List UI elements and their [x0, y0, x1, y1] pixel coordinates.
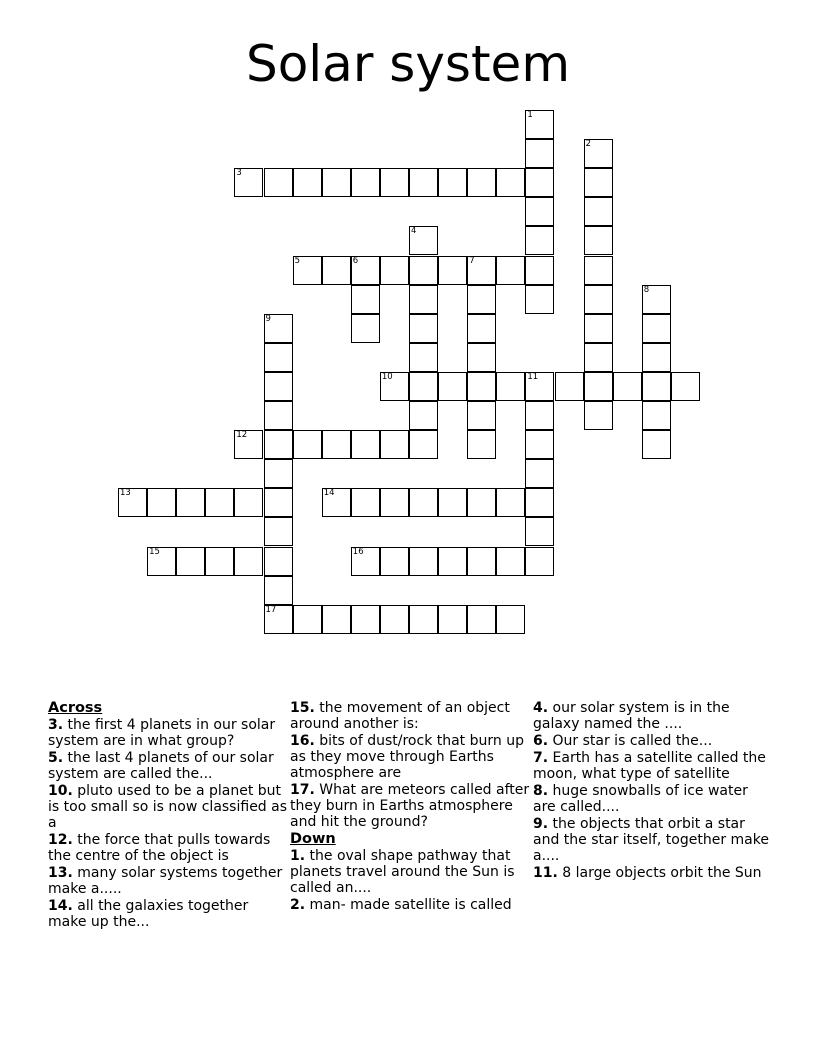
grid-cell[interactable]: [467, 343, 496, 372]
clue-number: 1.: [290, 848, 306, 864]
clue-number: 12.: [48, 832, 73, 848]
grid-cell-6[interactable]: [351, 256, 380, 285]
across-clue: [290, 733, 530, 781]
across-clue: [48, 832, 288, 864]
grid-cell[interactable]: [264, 168, 293, 197]
grid-cell[interactable]: [264, 459, 293, 488]
clue-text: the objects that orbit a star and the star itself, together make a....: [533, 816, 769, 864]
grid-cell-2[interactable]: [584, 139, 613, 168]
cell-number: 16: [352, 546, 364, 557]
grid-cell-4[interactable]: [409, 226, 438, 255]
grid-cell-15[interactable]: [147, 547, 176, 576]
grid-cell-13[interactable]: [118, 488, 147, 517]
grid-cell[interactable]: [438, 547, 467, 576]
grid-cell-9[interactable]: [264, 314, 293, 343]
grid-cell[interactable]: [234, 488, 263, 517]
grid-cell[interactable]: [525, 168, 554, 197]
grid-cell[interactable]: [380, 605, 409, 634]
grid-cell[interactable]: [380, 547, 409, 576]
grid-cell-5[interactable]: [293, 256, 322, 285]
across-clue: [48, 898, 288, 930]
cell-number: 8: [643, 284, 650, 295]
grid-cell[interactable]: [584, 256, 613, 285]
grid-cell-8[interactable]: [642, 285, 671, 314]
grid-cell[interactable]: [584, 372, 613, 401]
clue-text: huge snowballs of ice water are called....: [533, 783, 748, 815]
grid-cell[interactable]: [525, 256, 554, 285]
grid-cell[interactable]: [351, 605, 380, 634]
grid-cell[interactable]: [293, 430, 322, 459]
grid-cell[interactable]: [322, 168, 351, 197]
grid-cell[interactable]: [234, 547, 263, 576]
grid-cell[interactable]: [671, 372, 700, 401]
grid-cell[interactable]: [467, 488, 496, 517]
grid-cell[interactable]: [438, 168, 467, 197]
grid-cell[interactable]: [438, 488, 467, 517]
across-clue: [290, 700, 530, 732]
grid-cell[interactable]: [264, 343, 293, 372]
grid-cell[interactable]: [409, 605, 438, 634]
grid-cell[interactable]: [642, 430, 671, 459]
grid-cell[interactable]: [176, 488, 205, 517]
grid-cell[interactable]: [584, 197, 613, 226]
cell-number: 7: [469, 255, 475, 266]
grid-cell-3[interactable]: [234, 168, 263, 197]
clue-number: 10.: [48, 783, 73, 799]
down-clue: [290, 848, 530, 896]
cell-number: 12: [236, 430, 248, 441]
cell-number: 15: [149, 546, 160, 557]
cell-number: 9: [265, 313, 271, 324]
grid-cell[interactable]: [584, 343, 613, 372]
down-clue: [533, 733, 773, 749]
clue-text: Our star is called the...: [548, 733, 713, 749]
grid-cell[interactable]: [409, 343, 438, 372]
grid-cell[interactable]: [525, 547, 554, 576]
grid-cell[interactable]: [380, 168, 409, 197]
grid-cell[interactable]: [351, 285, 380, 314]
grid-cell[interactable]: [525, 430, 554, 459]
grid-cell[interactable]: [322, 430, 351, 459]
grid-cell[interactable]: [438, 256, 467, 285]
grid-cell[interactable]: [293, 605, 322, 634]
grid-cell[interactable]: [467, 547, 496, 576]
grid-cell[interactable]: [467, 605, 496, 634]
clue-column-3: [533, 700, 773, 882]
grid-cell[interactable]: [380, 430, 409, 459]
grid-cell[interactable]: [380, 256, 409, 285]
down-clue: [533, 865, 773, 881]
clue-text: bits of dust/rock that burn up as they move through Earths atmosphere are: [290, 733, 524, 781]
clue-number: 17.: [290, 782, 315, 798]
grid-cell[interactable]: [351, 488, 380, 517]
grid-cell[interactable]: [584, 401, 613, 430]
grid-cell[interactable]: [525, 517, 554, 546]
clue-text: the first 4 planets in our solar system are in what group?: [48, 717, 276, 749]
grid-cell[interactable]: [467, 168, 496, 197]
grid-cell[interactable]: [409, 314, 438, 343]
across-clue: [48, 717, 288, 749]
grid-cell[interactable]: [409, 168, 438, 197]
grid-cell[interactable]: [264, 488, 293, 517]
grid-cell[interactable]: [467, 314, 496, 343]
clue-number: 11.: [533, 865, 558, 881]
grid-cell-12[interactable]: [234, 430, 263, 459]
grid-cell[interactable]: [264, 547, 293, 576]
clue-number: 3.: [48, 717, 64, 733]
across-clue: [48, 865, 288, 897]
cell-number: 10: [381, 371, 393, 382]
cell-number: 14: [323, 488, 335, 499]
grid-cell[interactable]: [584, 226, 613, 255]
clue-text: our solar system is in the galaxy named the ....: [533, 700, 730, 732]
grid-cell[interactable]: [322, 605, 351, 634]
grid-cell[interactable]: [380, 488, 409, 517]
clue-text: the force that pulls towards the centre of the object is: [48, 832, 271, 864]
down-clue: [533, 783, 773, 815]
clue-number: 7.: [533, 750, 549, 766]
grid-cell[interactable]: [264, 372, 293, 401]
grid-cell[interactable]: [322, 256, 351, 285]
grid-cell[interactable]: [584, 314, 613, 343]
clue-text: pluto used to be a planet but is too small so is now classified as a: [48, 783, 288, 831]
grid-cell[interactable]: [525, 285, 554, 314]
across-clue: [48, 750, 288, 782]
grid-cell[interactable]: [496, 372, 525, 401]
cell-number: 4: [411, 226, 417, 237]
clue-text: the oval shape pathway that planets travel around the Sun is called an....: [290, 848, 515, 896]
page-title: Solar system: [245, 35, 571, 93]
grid-cell-7[interactable]: [467, 256, 496, 285]
clue-text: many solar systems together make a.....: [48, 865, 283, 897]
grid-cell[interactable]: [264, 517, 293, 546]
cell-number: 1: [527, 110, 533, 120]
grid-cell[interactable]: [409, 547, 438, 576]
grid-cell[interactable]: [409, 488, 438, 517]
down-clue: [533, 816, 773, 864]
clue-number: 5.: [48, 750, 64, 766]
grid-cell[interactable]: [409, 256, 438, 285]
grid-cell[interactable]: [584, 285, 613, 314]
down-clue: [533, 700, 773, 732]
grid-cell[interactable]: [205, 547, 234, 576]
grid-cell[interactable]: [351, 430, 380, 459]
grid-cell[interactable]: [496, 605, 525, 634]
clue-text: man- made satellite is called: [305, 897, 512, 913]
clue-text: the movement of an object around another is:: [290, 700, 510, 732]
grid-cell[interactable]: [147, 488, 176, 517]
grid-cell[interactable]: [467, 372, 496, 401]
grid-cell[interactable]: [496, 168, 525, 197]
cell-number: 3: [236, 168, 242, 179]
clue-column-1: [48, 700, 288, 931]
clue-number: 14.: [48, 898, 73, 914]
grid-cell-16[interactable]: [351, 547, 380, 576]
cell-number: 11: [527, 371, 539, 382]
across-heading: Across: [48, 700, 103, 716]
clue-number: 4.: [533, 700, 549, 716]
grid-cell[interactable]: [438, 372, 467, 401]
grid-cell[interactable]: [525, 459, 554, 488]
clue-text: all the galaxies together make up the...: [48, 898, 249, 930]
grid-cell[interactable]: [438, 605, 467, 634]
clue-text: the last 4 planets of our solar system are called the...: [48, 750, 274, 782]
cell-number: 5: [294, 255, 301, 266]
grid-cell[interactable]: [584, 168, 613, 197]
grid-cell[interactable]: [642, 401, 671, 430]
grid-cell[interactable]: [496, 488, 525, 517]
grid-cell[interactable]: [642, 314, 671, 343]
grid-cell[interactable]: [293, 168, 322, 197]
clue-number: 16.: [290, 733, 315, 749]
grid-cell[interactable]: [642, 372, 671, 401]
grid-cell[interactable]: [264, 430, 293, 459]
grid-cell[interactable]: [525, 226, 554, 255]
clue-number: 8.: [533, 783, 549, 799]
grid-cell[interactable]: [205, 488, 234, 517]
grid-cell-1[interactable]: [525, 110, 554, 139]
grid-cell[interactable]: [351, 168, 380, 197]
grid-cell[interactable]: [642, 343, 671, 372]
across-clue: [48, 783, 288, 831]
clue-text: What are meteors called after they burn in Earths atmosphere and hit the ground?: [290, 782, 530, 830]
clue-number: 6.: [533, 733, 549, 749]
grid-cell[interactable]: [467, 285, 496, 314]
clue-number: 15.: [290, 700, 315, 716]
grid-cell-14[interactable]: [322, 488, 351, 517]
grid-cell[interactable]: [613, 372, 642, 401]
clue-text: 8 large objects orbit the Sun: [557, 865, 762, 881]
grid-cell[interactable]: [264, 576, 293, 605]
clue-number: 13.: [48, 865, 73, 881]
grid-cell-11[interactable]: [525, 372, 554, 401]
grid-cell[interactable]: [409, 285, 438, 314]
grid-cell[interactable]: [351, 314, 380, 343]
grid-cell[interactable]: [409, 430, 438, 459]
grid-cell[interactable]: [525, 401, 554, 430]
clue-number: 2.: [290, 897, 306, 913]
grid-cell[interactable]: [525, 139, 554, 168]
down-clue: [533, 750, 773, 782]
grid-cell[interactable]: [467, 401, 496, 430]
grid-cell[interactable]: [525, 488, 554, 517]
grid-cell[interactable]: [555, 372, 584, 401]
cell-number: 6: [352, 255, 359, 266]
grid-cell[interactable]: [467, 430, 496, 459]
grid-cell[interactable]: [409, 401, 438, 430]
down-clue: [290, 897, 530, 913]
grid-cell-10[interactable]: [380, 372, 409, 401]
clue-column-2: [290, 700, 530, 914]
cell-number: 2: [585, 139, 592, 150]
grid-cell[interactable]: [176, 547, 205, 576]
clue-number: 9.: [533, 816, 549, 832]
cell-number: 13: [120, 488, 131, 499]
grid-cell[interactable]: [264, 401, 293, 430]
down-heading: Down: [290, 831, 336, 847]
cell-number: 17: [265, 604, 277, 615]
grid-cell[interactable]: [496, 547, 525, 576]
clue-text: Earth has a satellite called the moon, what type of satellite: [533, 750, 766, 782]
grid-cell[interactable]: [409, 372, 438, 401]
grid-cell[interactable]: [496, 256, 525, 285]
across-clue: [290, 782, 530, 830]
grid-cell-17[interactable]: [264, 605, 293, 634]
grid-cell[interactable]: [525, 197, 554, 226]
